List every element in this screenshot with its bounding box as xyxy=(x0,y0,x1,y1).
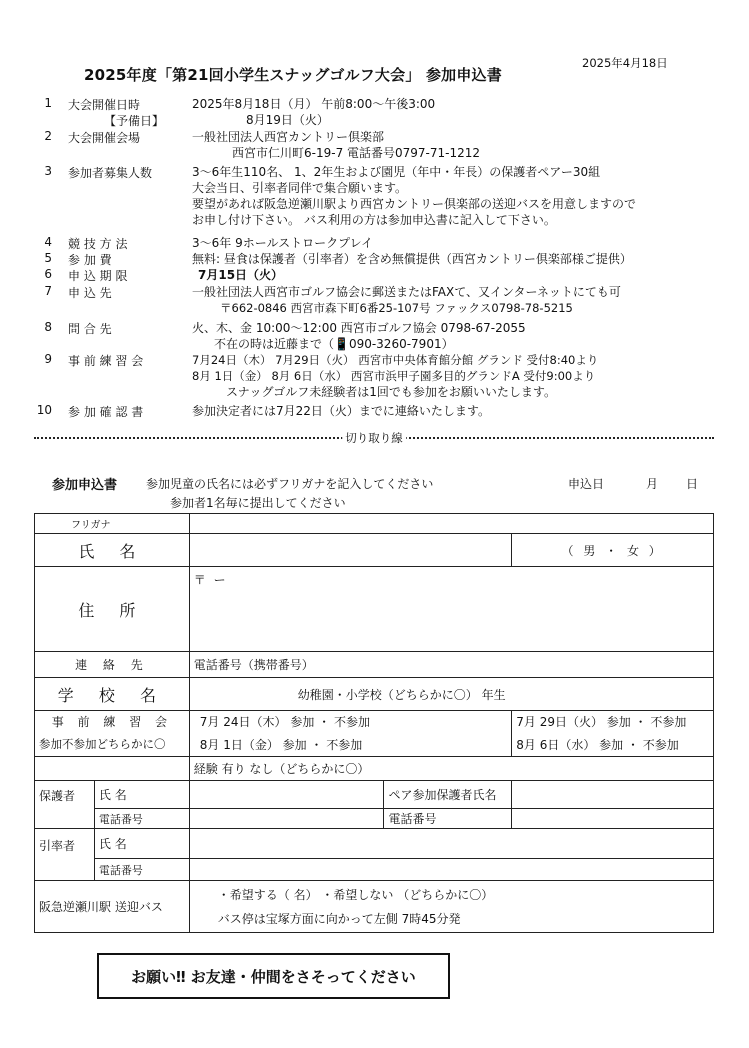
escort-phone-field[interactable] xyxy=(189,859,713,881)
address-field[interactable] xyxy=(189,567,713,652)
bus-field[interactable] xyxy=(189,881,713,933)
apply-day-label: 日 xyxy=(686,477,699,491)
practice-label: 事 前 練 習 会 xyxy=(35,711,190,733)
guardian-phone-field[interactable] xyxy=(189,809,384,829)
address-label: 住 所 xyxy=(35,567,190,652)
contact-label: 連 絡 先 xyxy=(35,652,190,678)
cut-line: 切り取り線 xyxy=(34,430,714,446)
practice-0729[interactable]: 7月 29日（火） 参加 ・ 不参加 xyxy=(512,711,714,733)
practice-sublabel: 参加不参加どちらかに〇 xyxy=(35,733,190,757)
pair-guardian-name-label: ペア参加保護者氏名 xyxy=(384,781,512,809)
apply-date-label: 申込日 xyxy=(568,477,605,491)
form-note-submit: 参加者1名毎に提出してください xyxy=(170,496,346,510)
gender-select[interactable]: （ 男 ・ 女 ） xyxy=(512,534,714,567)
pair-guardian-name-field[interactable] xyxy=(512,781,714,809)
bus-label: 阪急逆瀬川駅 送迎バス xyxy=(35,881,190,933)
document-title: 2025年度「第21回小学生スナッグゴルフ大会」 参加申込書 xyxy=(84,66,502,84)
bus-options[interactable]: ・希望する（ 名） ・希望しない （どちらかに〇） xyxy=(217,887,494,902)
bus-stop-note: バス停は宝塚方面に向かって左側 7時45分発 xyxy=(217,911,461,926)
experience-spacer xyxy=(35,757,190,781)
form-note-furigana: 参加児童の氏名には必ずフリガナを記入してください xyxy=(146,477,434,491)
furigana-label: フリガナ xyxy=(35,514,190,534)
guardian-phone-label: 電話番号 xyxy=(94,809,189,829)
form-heading: 参加申込書 xyxy=(52,478,118,493)
escort-name-field[interactable] xyxy=(189,829,713,859)
practice-0806[interactable]: 8月 6日（水） 参加 ・ 不参加 xyxy=(512,733,714,757)
experience-field[interactable]: 経験 有り なし（どちらかに〇） xyxy=(189,757,713,781)
furigana-field[interactable] xyxy=(189,514,713,534)
escort-phone-label: 電話番号 xyxy=(94,859,189,881)
escort-label: 引率者 xyxy=(35,829,95,881)
pair-guardian-phone-field[interactable] xyxy=(512,809,714,829)
phone-mobile-field[interactable]: 電話番号（携帯番号） xyxy=(189,652,713,678)
practice-0724[interactable]: 7月 24日（木） 参加 ・ 不参加 xyxy=(189,711,511,733)
apply-month-label: 月 xyxy=(646,477,659,491)
guardian-name-label: 氏 名 xyxy=(94,781,189,809)
name-label: 氏 名 xyxy=(35,534,190,567)
application-form xyxy=(34,513,714,933)
practice-0801[interactable]: 8月 1日（金） 参加 ・ 不参加 xyxy=(189,733,511,757)
pair-guardian-phone-label: 電話番号 xyxy=(384,809,512,829)
document-date: 2025年4月18日 xyxy=(582,56,668,70)
school-label: 学 校 名 xyxy=(35,678,190,711)
postal-mark: 〒 ー xyxy=(193,573,228,587)
callout-box: お願い‼ お友達・仲間をさそってください xyxy=(97,953,450,999)
escort-name-label: 氏 名 xyxy=(94,829,189,859)
guardian-label: 保護者 xyxy=(35,781,95,829)
school-field[interactable]: 幼稚園・小学校（どちらかに〇） 年生 xyxy=(189,678,713,711)
guardian-name-field[interactable] xyxy=(189,781,384,809)
name-field[interactable] xyxy=(189,534,511,567)
